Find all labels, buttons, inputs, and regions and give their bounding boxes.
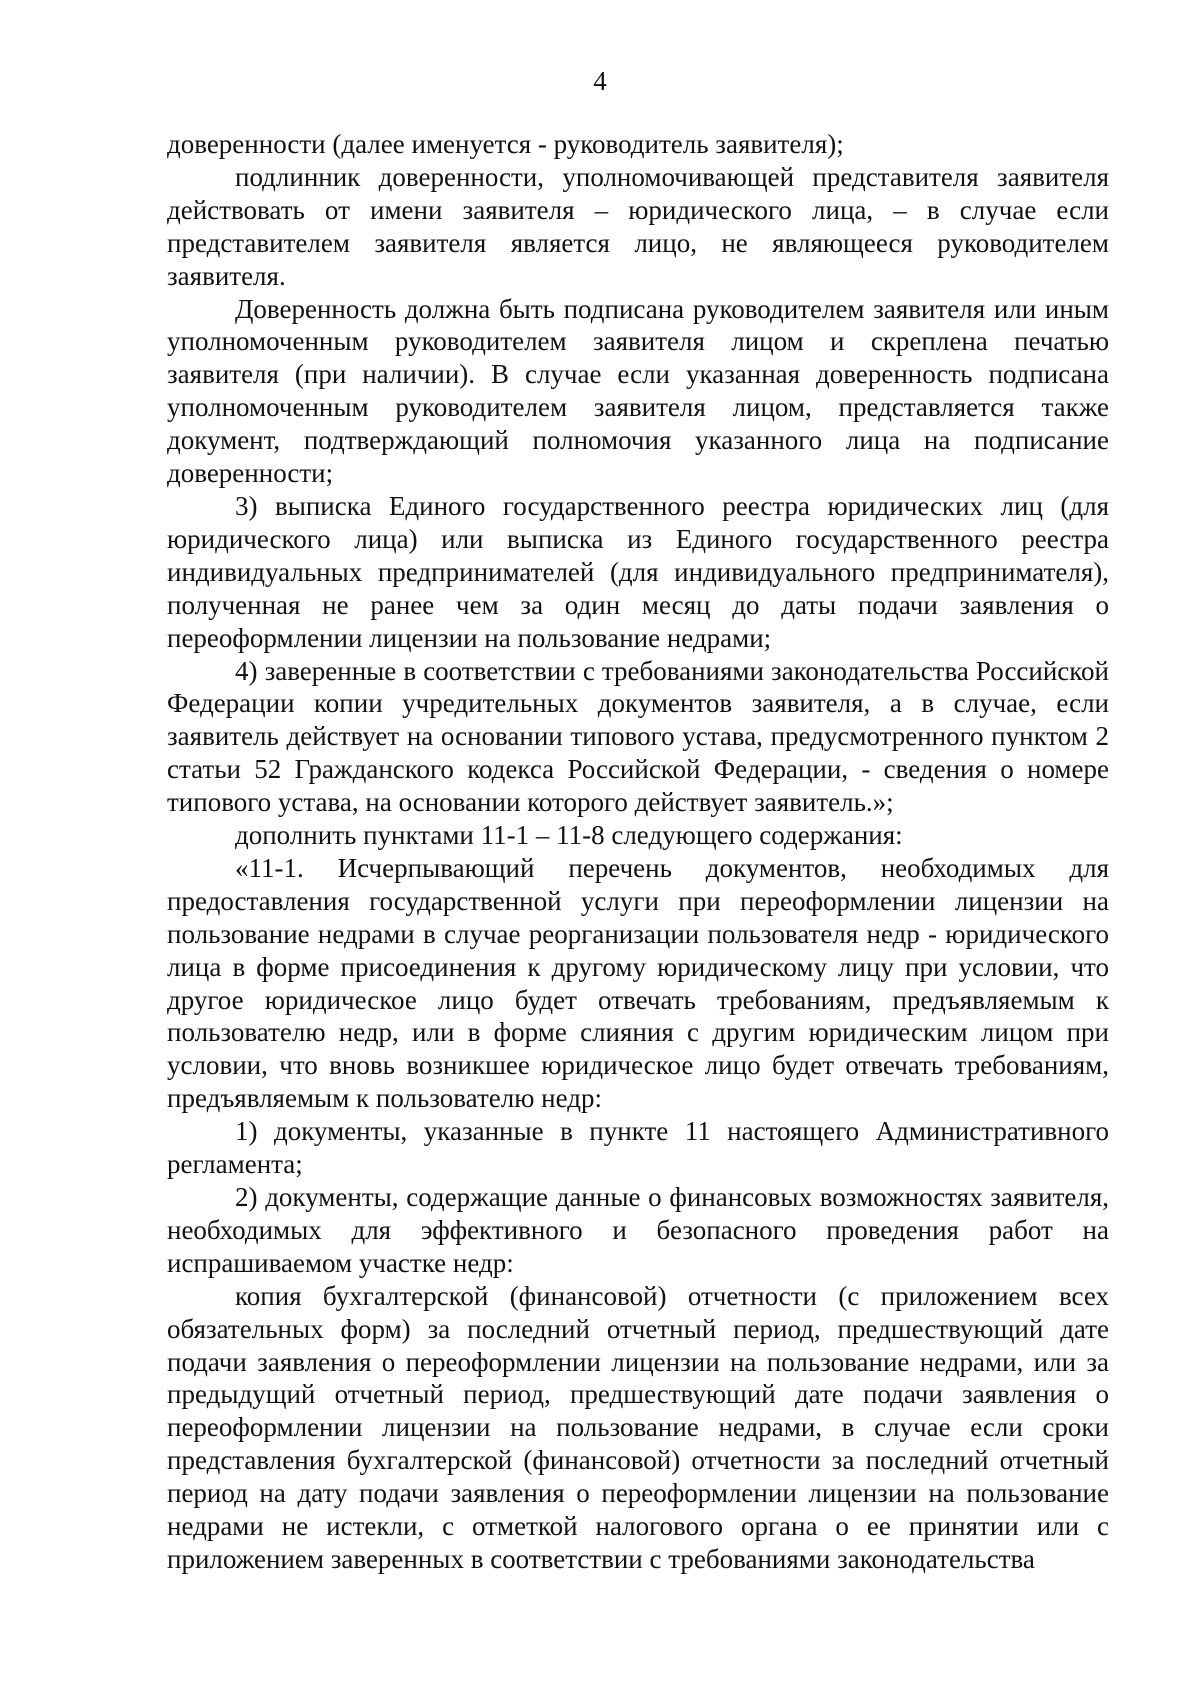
- paragraph-amendment-intro: дополнить пунктами 11-1 – 11-8 следующего содержания:: [235, 820, 903, 851]
- paragraph-item-3-registry-extract: 3) выписка Единого государственного реестра юридических лиц (для юридического лица) или выписка из Единого государственного реестра индивидуальных предпринимателей (для индивидуального предпринимателя), полученная не ранее чем за один месяц до даты подачи заявления о переоформлении лицензии на пользование недрами;: [167, 490, 1109, 653]
- paragraph-item-4-founding-documents: 4) заверенные в соответствии с требованиями законодательства Российской Федерации копии учредительных документов заявителя, а в случае, если заявитель действует на основании типового устава, предусмотренного пунктом 2 статьи 52 Гражданского кодекса Российской Федерации, - сведения о номере типового устава, на основании которого действует заявитель.»;: [167, 655, 1109, 818]
- paragraph-power-of-attorney-signature: Доверенность должна быть подписана руководителем заявителя или иным уполномоченным руководителем заявителя лицом и скреплена печатью заявителя (при наличии). В случае если указанная доверенность подписана уполномоченным руководителем заявителя лицом, представляется также документ, подтверждающий полномочия указанного лица на подписание доверенности;: [167, 293, 1109, 489]
- page-number: 4: [593, 66, 607, 96]
- paragraph-clause-11-1-item-2: 2) документы, содержащие данные о финансовых возможностях заявителя, необходимых для эффективного и безопасного проведения работ на испрашиваемом участке недр:: [167, 1182, 1109, 1278]
- paragraph-continuation: доверенности (далее именуется - руководитель заявителя);: [167, 129, 844, 159]
- document-body: [167, 128, 1109, 1576]
- paragraph-accounting-statements: копия бухгалтерской (финансовой) отчетности (с приложением всех обязательных форм) за последний отчетный период, предшествующий дате подачи заявления о переоформлении лицензии на пользование недрами, или за предыдущий отчетный период, предшествующий дате подачи заявления о переоформлении лицензии на пользование недрами, в случае если сроки представления бухгалтерской (финансовой) отчетности за последний отчетный период на дату подачи заявления о переоформлении лицензии на пользование недрами не истекли, с отметкой налогового органа о ее принятии или с приложением заверенных в соответствии с требованиями законодательства: [167, 1280, 1109, 1574]
- paragraph-clause-11-1: «11-1. Исчерпывающий перечень документов, необходимых для предоставления государственной услуги при переоформлении лицензии на пользование недрами в случае реорганизации пользователя недр - юридического лица в форме присоединения к другому юридическому лицу при условии, что другое юридическое лицо будет отвечать требованиям, предъявляемым к пользователю недр, или в форме слияния с другим юридическим лицом при условии, что вновь возникшее юридическое лицо будет отвечать требованиям, предъявляемым к пользователю недр:: [167, 852, 1109, 1114]
- paragraph-clause-11-1-item-1: 1) документы, указанные в пункте 11 настоящего Административного регламента;: [167, 1116, 1109, 1180]
- paragraph-original-power-of-attorney: подлинник доверенности, уполномочивающей представителя заявителя действовать от имени заявителя – юридического лица, – в случае если представителем заявителя является лицо, не являющееся руководителем заявителя.: [167, 161, 1109, 291]
